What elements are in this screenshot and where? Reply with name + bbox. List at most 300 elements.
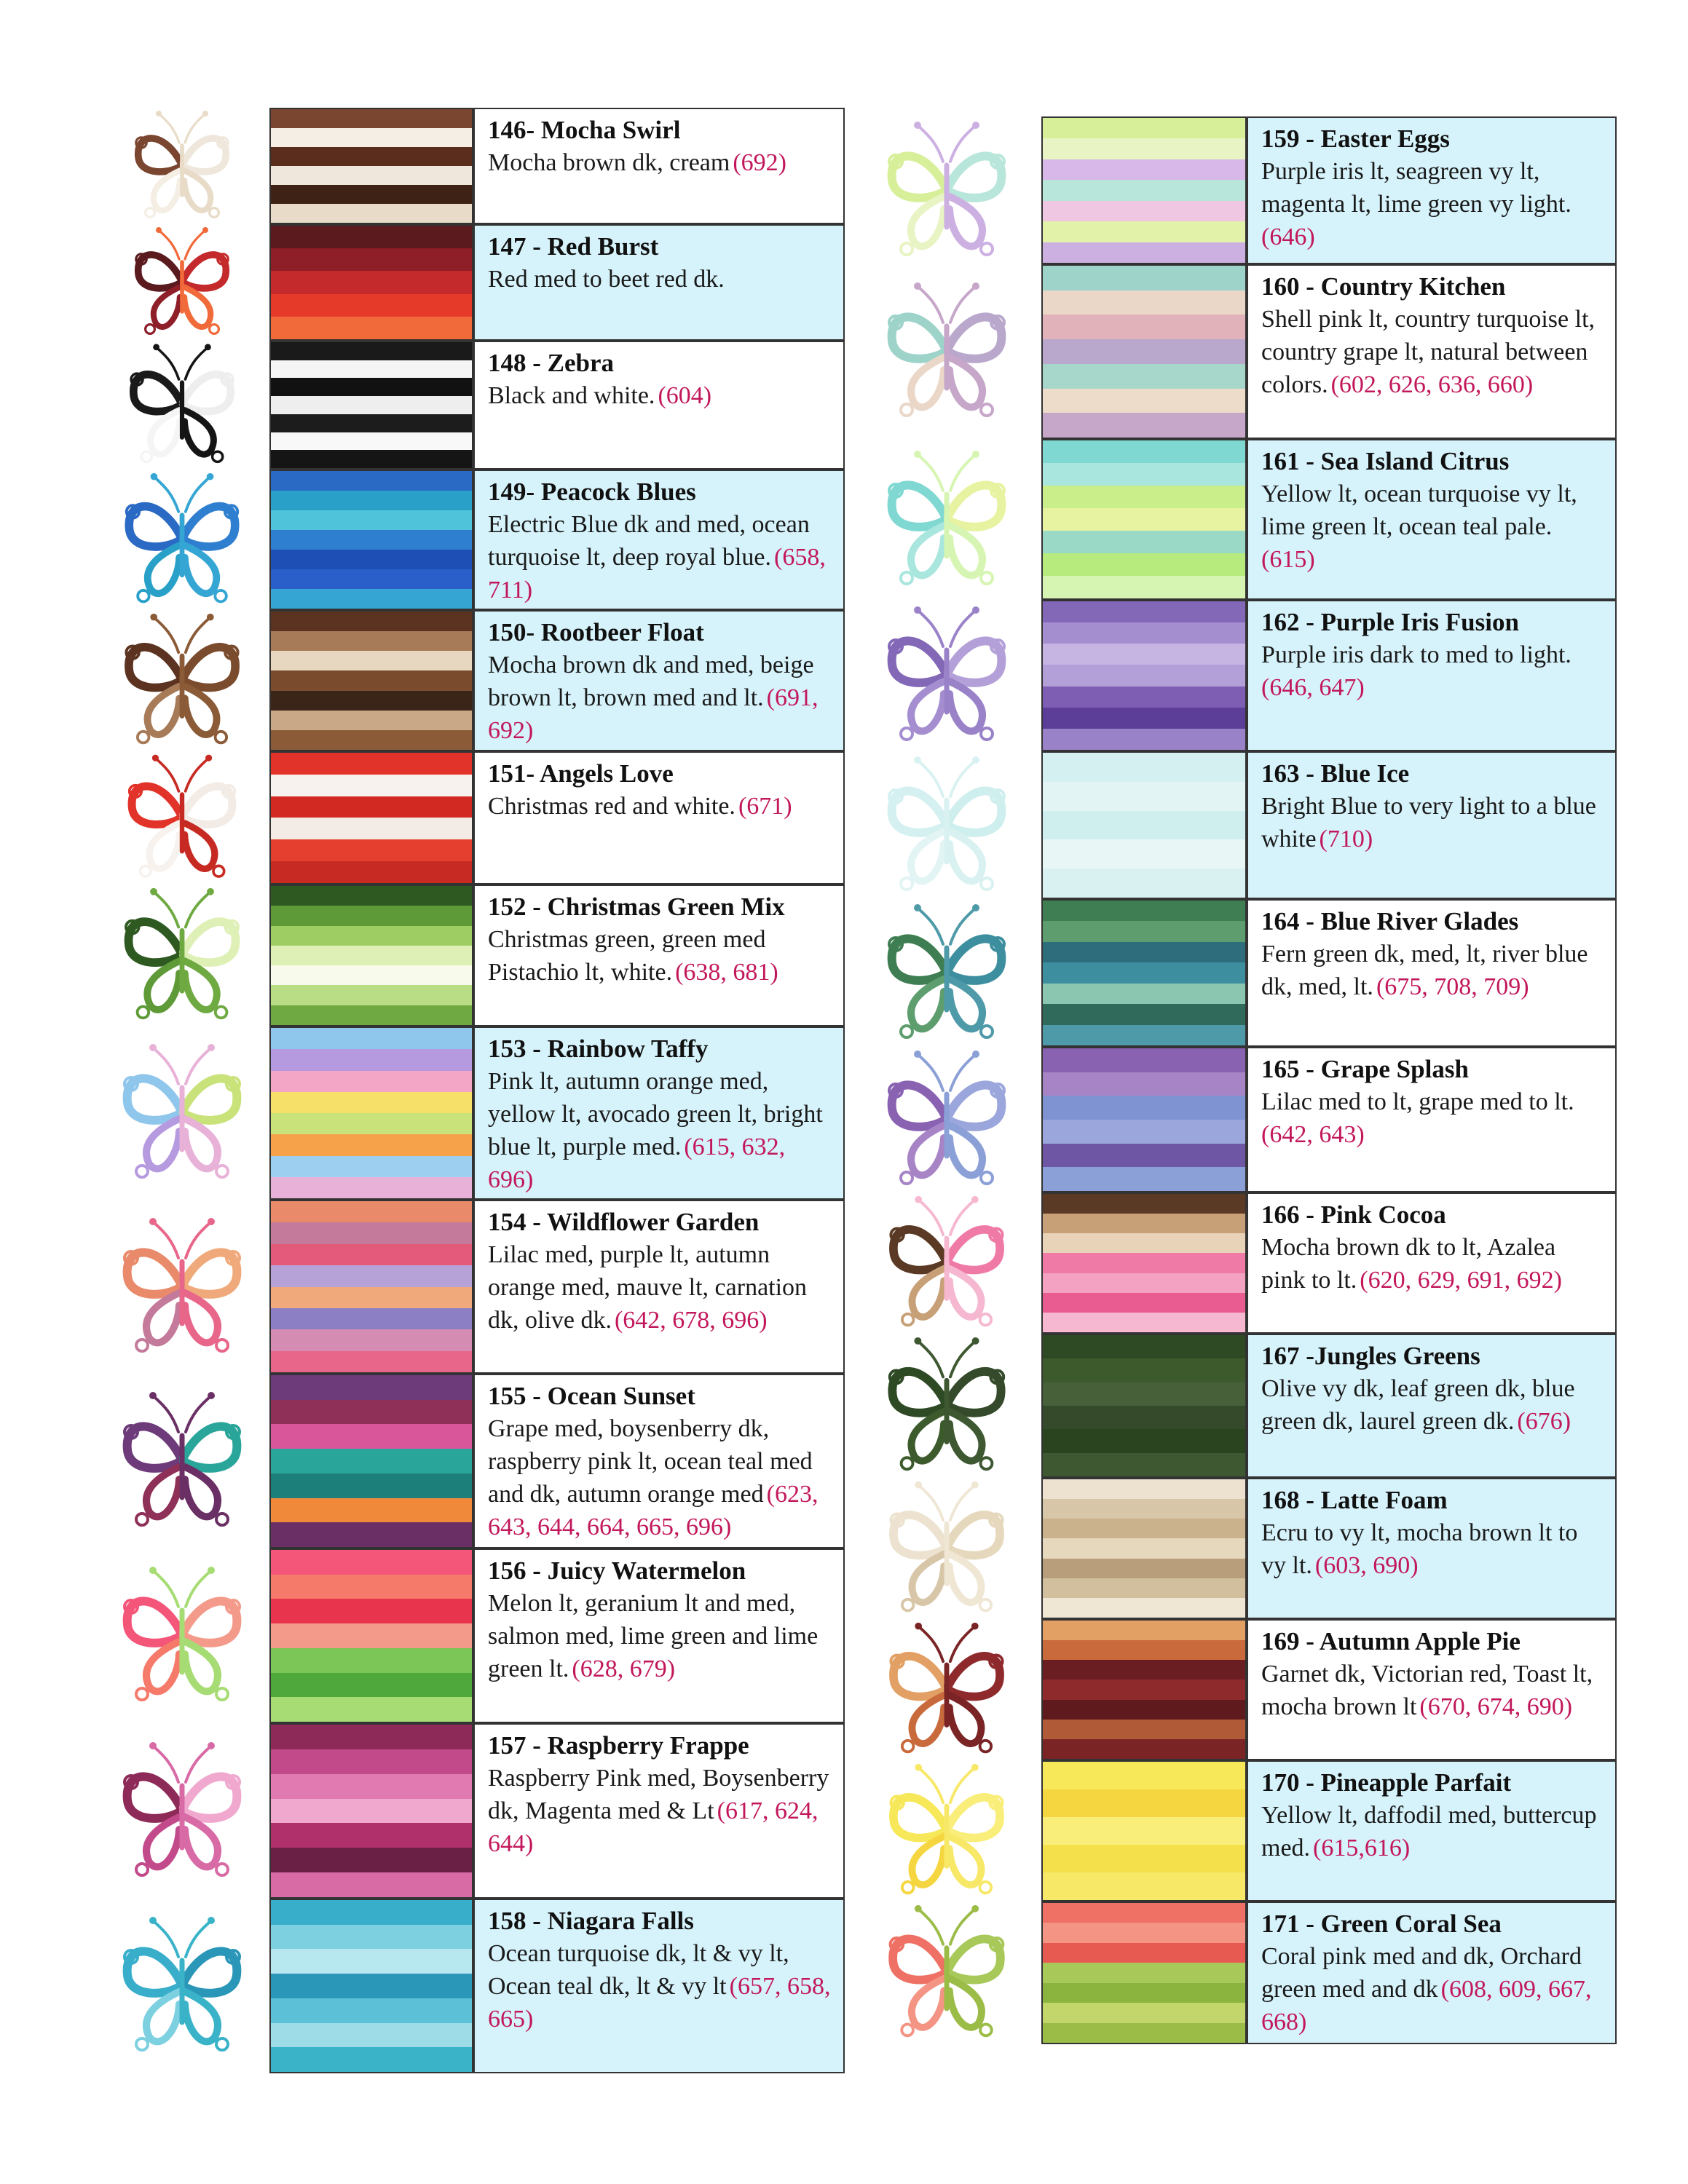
color-description: Yellow lt, ocean turquoise vy lt, lime green lt, ocean teal pale. — [1261, 480, 1577, 540]
thread-stripe — [271, 1092, 472, 1113]
dmc-codes: (642, 643) — [1261, 1121, 1365, 1148]
dmc-codes: (628, 679) — [572, 1655, 676, 1682]
color-title: 153 - Rainbow Taffy — [488, 1034, 709, 1063]
thread-stripe — [271, 1575, 472, 1599]
tatted-butterfly-image — [102, 341, 262, 470]
thread-stripe — [1043, 1739, 1245, 1759]
dmc-codes: (603, 690) — [1314, 1552, 1419, 1579]
tatted-butterfly-image — [867, 1047, 1027, 1192]
thread-stripe — [1043, 984, 1245, 1004]
color-info-cell — [473, 1026, 845, 1200]
color-description: Shell pink lt, country turquoise lt, country grape lt, natural between colors. — [1261, 306, 1596, 398]
thread-stripe — [1043, 2023, 1245, 2043]
thread-stripe — [271, 651, 472, 670]
color-info-cell — [1247, 1047, 1617, 1192]
tatted-butterfly-image — [102, 470, 262, 610]
thread-stripe — [1043, 413, 1245, 438]
thread-swatch — [269, 1026, 473, 1200]
color-title: 171 - Green Coral Sea — [1261, 1910, 1502, 1938]
thread-stripe — [1043, 942, 1245, 962]
thread-stripe — [1043, 118, 1245, 138]
thread-stripe — [271, 1156, 472, 1177]
dmc-codes: (608, 609, 667, 668) — [1261, 1976, 1592, 2035]
thread-stripe — [1043, 601, 1245, 622]
thread-stripe — [271, 796, 472, 818]
thread-stripe — [1043, 1640, 1245, 1660]
thread-stripe — [1043, 1923, 1245, 1942]
thread-swatch — [1041, 1192, 1247, 1334]
thread-stripe — [271, 1998, 472, 2023]
dmc-codes: (710) — [1319, 826, 1373, 852]
color-title: 159 - Easter Eggs — [1261, 124, 1450, 153]
dmc-codes: (676) — [1517, 1408, 1571, 1435]
thread-stripe — [271, 1308, 472, 1329]
thread-stripe — [1043, 708, 1245, 729]
color-title: 169 - Autumn Apple Pie — [1261, 1627, 1521, 1655]
color-entry-150 — [95, 610, 845, 751]
thread-stripe — [271, 471, 472, 491]
thread-stripe — [1043, 1358, 1245, 1382]
thread-stripe — [1043, 839, 1245, 869]
dmc-codes: (602, 626, 636, 660) — [1330, 371, 1534, 398]
thread-stripe — [271, 1049, 472, 1070]
thread-stripe — [1043, 1144, 1245, 1168]
thread-swatch — [1041, 116, 1247, 264]
color-info-cell — [473, 1723, 845, 1899]
color-description: Purple iris lt, seagreen vy lt, magenta lt, lime green vy light. — [1261, 158, 1571, 218]
thread-stripe — [1043, 1660, 1245, 1679]
thread-stripe — [1043, 1429, 1245, 1452]
thread-stripe — [1043, 782, 1245, 811]
color-description: Coral pink med and dk, Orchard green med and dk — [1261, 1943, 1582, 2003]
color-description: Black and white. — [488, 382, 655, 409]
tatted-butterfly-image — [867, 447, 1027, 593]
thread-stripe — [271, 1697, 472, 1722]
thread-stripe — [1043, 1817, 1245, 1845]
dmc-codes: (638, 681) — [675, 959, 778, 986]
thread-stripe — [1043, 622, 1245, 644]
thread-stripe — [271, 294, 472, 317]
thread-stripe — [271, 589, 472, 609]
thread-stripe — [271, 396, 472, 414]
thread-stripe — [271, 1287, 472, 1308]
thread-swatch — [269, 341, 473, 470]
thread-stripe — [271, 1028, 472, 1049]
thread-stripe — [271, 631, 472, 651]
thread-stripe — [271, 1244, 472, 1265]
thread-stripe — [271, 342, 472, 360]
thread-stripe — [271, 450, 472, 468]
thread-stripe — [271, 1222, 472, 1243]
thread-stripe — [1043, 869, 1245, 898]
thread-stripe — [271, 1949, 472, 1974]
thread-swatch — [269, 224, 473, 341]
color-title: 155 - Ocean Sunset — [488, 1382, 695, 1410]
left-column — [95, 0, 845, 2184]
thread-stripe — [271, 185, 472, 204]
color-description: Mocha brown dk and med, beige brown lt, brown med and lt. — [488, 652, 814, 711]
thread-stripe — [1043, 1406, 1245, 1429]
thread-swatch — [269, 1548, 473, 1723]
thread-stripe — [1043, 1963, 1245, 1982]
thread-stripe — [1043, 1273, 1245, 1293]
color-title: 161 - Sea Island Citrus — [1261, 447, 1510, 475]
thread-stripe — [1043, 180, 1245, 200]
thread-swatch — [1041, 264, 1247, 439]
dmc-codes: (615) — [1261, 546, 1315, 573]
thread-stripe — [271, 1872, 472, 1897]
thread-stripe — [271, 1550, 472, 1575]
thread-stripe — [1043, 1335, 1245, 1358]
thread-stripe — [271, 166, 472, 185]
color-entry-169 — [867, 1619, 1617, 1760]
color-description: Fern green dk, med, lt, river blue dk, med, lt. — [1261, 941, 1588, 1000]
color-title: 146- Mocha Swirl — [488, 116, 681, 144]
tatted-butterfly-image — [102, 1040, 262, 1186]
tatted-butterfly-image — [102, 1388, 262, 1534]
color-entry-162 — [867, 600, 1617, 751]
dmc-codes: (692) — [733, 149, 786, 176]
thread-stripe — [271, 1725, 472, 1749]
color-title: 147 - Red Burst — [488, 232, 659, 261]
dmc-codes: (615,616) — [1313, 1835, 1411, 1861]
color-title: 160 - Country Kitchen — [1261, 272, 1506, 301]
thread-swatch — [269, 1200, 473, 1374]
thread-stripe — [271, 248, 472, 271]
color-entry-164 — [867, 899, 1617, 1047]
thread-stripe — [271, 414, 472, 432]
thread-stripe — [1043, 314, 1245, 339]
thread-stripe — [1043, 266, 1245, 290]
thread-swatch — [269, 1374, 473, 1548]
thread-stripe — [1043, 1903, 1245, 1923]
tatted-butterfly-image — [867, 603, 1027, 748]
thread-stripe — [1043, 2003, 1245, 2022]
color-title: 166 - Pink Cocoa — [1261, 1200, 1446, 1229]
thread-stripe — [271, 432, 472, 451]
thread-stripe — [1043, 921, 1245, 941]
thread-stripe — [271, 1375, 472, 1400]
thread-stripe — [271, 753, 472, 775]
thread-stripe — [1043, 1598, 1245, 1618]
thread-stripe — [271, 691, 472, 711]
tatted-butterfly-image — [102, 224, 262, 341]
thread-stripe — [1043, 1983, 1245, 2003]
thread-stripe — [271, 906, 472, 925]
thread-stripe — [271, 1599, 472, 1623]
color-description: Grape med, boysenberry dk, raspberry pink lt, ocean teal med and dk, autumn orange med — [488, 1415, 813, 1508]
tatted-butterfly-image — [867, 118, 1027, 264]
color-description: Christmas red and white. — [488, 793, 735, 820]
color-entry-152 — [95, 885, 845, 1026]
color-description: Yellow lt, daffodil med, buttercup med. — [1261, 1802, 1597, 1861]
color-entry-159 — [867, 116, 1617, 264]
thread-swatch — [1041, 600, 1247, 751]
thread-stripe — [1043, 1004, 1245, 1024]
thread-stripe — [1043, 1382, 1245, 1406]
thread-stripe — [1043, 811, 1245, 840]
thread-stripe — [271, 1498, 472, 1523]
thread-stripe — [271, 1351, 472, 1372]
color-entry-165 — [867, 1047, 1617, 1192]
thread-stripe — [1043, 1845, 1245, 1872]
color-info-cell — [473, 108, 845, 224]
thread-stripe — [271, 946, 472, 965]
thread-stripe — [1043, 553, 1245, 576]
thread-swatch — [1041, 1760, 1247, 1902]
tatted-butterfly-image — [867, 753, 1027, 898]
color-entry-148 — [95, 341, 845, 470]
thread-stripe — [271, 1774, 472, 1799]
tatted-butterfly-image — [102, 108, 262, 224]
dmc-codes: (670, 674, 690) — [1419, 1693, 1573, 1720]
thread-stripe — [271, 226, 472, 248]
color-description: Garnet dk, Victorian red, Toast lt, mocha brown lt — [1261, 1661, 1593, 1720]
thread-stripe — [1043, 440, 1245, 463]
thread-stripe — [1043, 1479, 1245, 1499]
thread-stripe — [271, 1177, 472, 1198]
color-info-cell — [473, 341, 845, 470]
thread-stripe — [1043, 1499, 1245, 1519]
thread-stripe — [1043, 1762, 1245, 1789]
thread-stripe — [271, 965, 472, 985]
thread-swatch — [269, 1723, 473, 1899]
color-title: 149- Peacock Blues — [488, 478, 696, 506]
thread-stripe — [271, 128, 472, 147]
thread-swatch — [1041, 1478, 1247, 1619]
color-info-cell — [473, 1548, 845, 1723]
color-entry-158 — [95, 1899, 845, 2073]
thread-stripe — [271, 147, 472, 166]
thread-stripe — [1043, 159, 1245, 180]
dmc-codes: (646) — [1261, 223, 1315, 250]
thread-stripe — [1043, 576, 1245, 598]
color-title: 170 - Pineapple Parfait — [1261, 1768, 1512, 1797]
color-description: Lilac med to lt, grape med to lt. — [1261, 1088, 1574, 1115]
color-info-cell — [1247, 1192, 1617, 1334]
color-description: Electric Blue dk and med, ocean turquoise lt, deep royal blue. — [488, 511, 810, 571]
color-entry-170 — [867, 1760, 1617, 1902]
thread-stripe — [271, 985, 472, 1005]
thread-stripe — [271, 109, 472, 128]
thread-stripe — [271, 1071, 472, 1092]
thread-stripe — [1043, 1559, 1245, 1578]
color-info-cell — [1247, 1902, 1617, 2044]
thread-stripe — [271, 1113, 472, 1134]
thread-stripe — [271, 1673, 472, 1698]
thread-stripe — [271, 550, 472, 569]
color-info-cell — [1247, 116, 1617, 264]
thread-stripe — [1043, 1167, 1245, 1191]
thread-swatch — [1041, 1619, 1247, 1760]
color-title: 163 - Blue Ice — [1261, 759, 1410, 788]
thread-stripe — [271, 1449, 472, 1473]
color-description: Mocha brown dk, cream — [488, 149, 730, 176]
dmc-codes: (675, 708, 709) — [1376, 973, 1529, 1000]
thread-stripe — [1043, 531, 1245, 553]
color-description: Christmas green, green med Pistachio lt, white. — [488, 926, 766, 986]
color-entry-166 — [867, 1192, 1617, 1334]
color-entry-171 — [867, 1902, 1617, 2044]
thread-stripe — [1043, 339, 1245, 364]
color-entry-160 — [867, 264, 1617, 439]
thread-stripe — [271, 1400, 472, 1425]
color-entry-153 — [95, 1026, 845, 1200]
color-title: 156 - Juicy Watermelon — [488, 1556, 746, 1585]
color-info-cell — [473, 751, 845, 885]
thread-stripe — [271, 612, 472, 631]
color-title: 158 - Niagara Falls — [488, 1907, 694, 1935]
tatted-butterfly-image — [867, 1334, 1027, 1478]
color-info-cell — [473, 1200, 845, 1374]
color-info-cell — [473, 1374, 845, 1548]
tatted-butterfly-image — [867, 901, 1027, 1046]
thread-stripe — [271, 2047, 472, 2072]
thread-stripe — [1043, 901, 1245, 921]
thread-stripe — [1043, 687, 1245, 708]
dmc-codes: (620, 629, 691, 692) — [1360, 1267, 1562, 1294]
tatted-butterfly-image — [102, 1563, 262, 1709]
thread-stripe — [1043, 1621, 1245, 1640]
thread-stripe — [271, 1005, 472, 1025]
thread-stripe — [271, 1134, 472, 1155]
color-title: 154 - Wildflower Garden — [488, 1208, 760, 1236]
thread-swatch — [1041, 1902, 1247, 2044]
color-entry-146 — [95, 108, 845, 224]
thread-swatch — [269, 1899, 473, 2073]
dmc-codes: (658, 711) — [488, 544, 826, 604]
thread-stripe — [1043, 1233, 1245, 1253]
color-info-cell — [1247, 751, 1617, 899]
color-info-cell — [473, 885, 845, 1026]
tatted-butterfly-image — [867, 1619, 1027, 1760]
color-info-cell — [473, 224, 845, 341]
thread-stripe — [1043, 290, 1245, 315]
thread-stripe — [1043, 1072, 1245, 1096]
color-entry-157 — [95, 1723, 845, 1899]
thread-stripe — [1043, 665, 1245, 686]
thread-stripe — [271, 1623, 472, 1648]
color-title: 162 - Purple Iris Fusion — [1261, 608, 1519, 636]
thread-stripe — [1043, 1943, 1245, 1963]
dmc-codes: (646, 647) — [1261, 674, 1365, 701]
color-entry-151 — [95, 751, 845, 885]
thread-stripe — [1043, 138, 1245, 159]
thread-stripe — [1043, 1789, 1245, 1817]
color-description: Bright Blue to very light to a blue white — [1261, 793, 1596, 852]
dmc-codes: (671) — [738, 793, 792, 820]
tatted-butterfly-image — [102, 610, 262, 751]
thread-stripe — [271, 775, 472, 796]
thread-swatch — [269, 751, 473, 885]
thread-stripe — [1043, 1720, 1245, 1739]
color-description: Olive vy dk, leaf green dk, blue green dk, laurel green dk. — [1261, 1375, 1575, 1435]
thread-swatch — [1041, 751, 1247, 899]
tatted-butterfly-image — [102, 1214, 262, 1360]
color-entry-154 — [95, 1200, 845, 1374]
color-description: Red med to beet red dk. — [488, 266, 725, 293]
thread-swatch — [1041, 899, 1247, 1047]
color-entry-149 — [95, 470, 845, 610]
thread-stripe — [1043, 486, 1245, 508]
thread-swatch — [1041, 1334, 1247, 1478]
thread-stripe — [271, 1522, 472, 1547]
thread-stripe — [271, 491, 472, 510]
color-info-cell — [1247, 899, 1617, 1047]
thread-stripe — [1043, 389, 1245, 414]
color-title: 167 -Jungles Greens — [1261, 1342, 1480, 1370]
tatted-butterfly-image — [867, 279, 1027, 424]
tatted-butterfly-image — [867, 1902, 1027, 2044]
dmc-codes: (617, 624, 644) — [488, 1797, 819, 1857]
thread-stripe — [271, 670, 472, 690]
thread-stripe — [271, 530, 472, 550]
thread-stripe — [271, 1265, 472, 1286]
color-entry-163 — [867, 751, 1617, 899]
color-info-cell — [1247, 1478, 1617, 1619]
color-info-cell — [473, 470, 845, 610]
color-entry-167 — [867, 1334, 1617, 1478]
thread-stripe — [271, 204, 472, 223]
thread-swatch — [1041, 1047, 1247, 1192]
thread-stripe — [271, 839, 472, 861]
thread-stripe — [271, 2023, 472, 2048]
thread-stripe — [271, 1329, 472, 1350]
color-info-cell — [1247, 439, 1617, 600]
tatted-butterfly-image — [102, 1738, 262, 1884]
color-entry-147 — [95, 224, 845, 341]
thread-stripe — [271, 886, 472, 906]
color-info-cell — [1247, 1619, 1617, 1760]
thread-stripe — [1043, 1519, 1245, 1538]
thread-stripe — [271, 569, 472, 589]
thread-stripe — [1043, 644, 1245, 665]
thread-stripe — [1043, 1313, 1245, 1332]
tatted-butterfly-image — [867, 1760, 1027, 1902]
thread-swatch — [269, 885, 473, 1026]
thread-stripe — [1043, 753, 1245, 782]
thread-stripe — [271, 510, 472, 530]
color-title: 165 - Grape Splash — [1261, 1055, 1469, 1083]
thread-stripe — [1043, 508, 1245, 531]
thread-stripe — [1043, 221, 1245, 242]
thread-stripe — [271, 1799, 472, 1824]
color-description: Ecru to vy lt, mocha brown lt to vy lt. — [1261, 1519, 1578, 1579]
color-entry-168 — [867, 1478, 1617, 1619]
thread-stripe — [271, 1749, 472, 1774]
thread-stripe — [1043, 1096, 1245, 1120]
color-info-cell — [473, 610, 845, 751]
thread-stripe — [271, 926, 472, 946]
color-title: 148 - Zebra — [488, 349, 615, 377]
thread-stripe — [271, 1900, 472, 1925]
color-title: 150- Rootbeer Float — [488, 618, 704, 646]
tatted-butterfly-image — [102, 751, 262, 885]
thread-stripe — [1043, 1293, 1245, 1313]
color-title: 152 - Christmas Green Mix — [488, 893, 785, 921]
tatted-butterfly-image — [867, 1478, 1027, 1619]
thread-stripe — [1043, 1538, 1245, 1558]
dmc-codes: (657, 658, 665) — [488, 1973, 831, 2033]
color-info-cell — [1247, 600, 1617, 751]
color-title: 157 - Raspberry Frappe — [488, 1731, 749, 1760]
color-description: Mocha brown dk to lt, Azalea pink to lt. — [1261, 1234, 1556, 1294]
thread-stripe — [271, 271, 472, 293]
thread-stripe — [1043, 729, 1245, 750]
thread-stripe — [1043, 1194, 1245, 1214]
color-description: Purple iris dark to med to light. — [1261, 641, 1571, 668]
color-description: Pink lt, autumn orange med, yellow lt, avocado green lt, bright blue lt, purple med. — [488, 1068, 823, 1160]
